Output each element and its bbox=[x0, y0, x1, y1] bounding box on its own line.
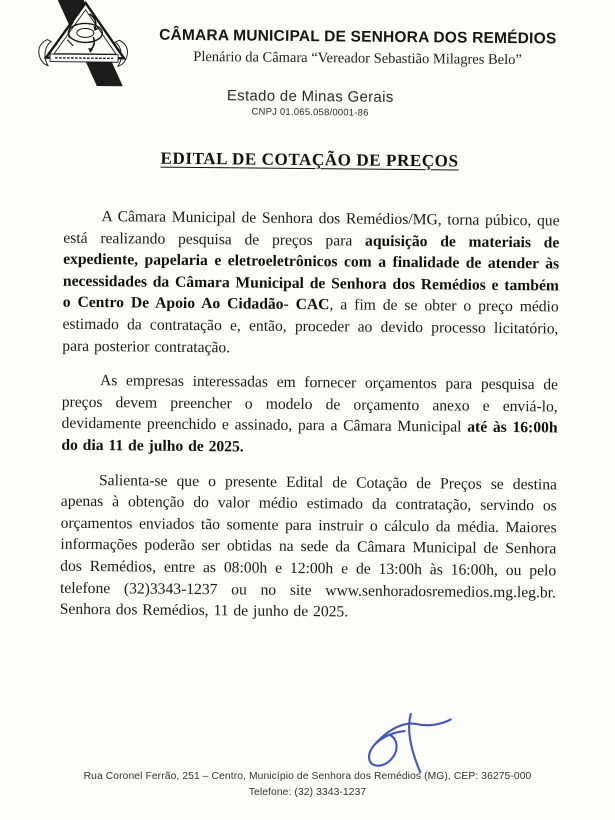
paragraph-1 bbox=[62, 206, 559, 362]
document-body bbox=[60, 206, 560, 638]
plenary-subtitle: Plenário da Câmara “Vereador Sebastião Milagres Belo” bbox=[193, 48, 522, 69]
coat-of-arms-svg bbox=[31, 0, 136, 88]
coat-of-arms-icon bbox=[31, 0, 136, 88]
paragraph-2 bbox=[61, 370, 558, 461]
paragraph-2-deadline-bold: até às 16:00h do dia 11 de julho de 2025. bbox=[61, 418, 558, 456]
paragraph-3: Salienta-se que o presente Edital de Cotação de Preços se destina apenas à obtenção do valor médio estimado da contratação, servindo os orçamentos enviados tão somente para instruir o cálculo da média. Maiores informações poderão ser obtidas na sede da Câmara Municipal de Senhora dos Remédios, entre as 08:00h e 12:00h e de 13:00h às 16:00h, ou pelo telefone (32)3343-1237 ou no site www.senhoradosremedios.mg.leg.br. Senhora dos Remédios, 11 de junho de 2025. bbox=[59, 471, 558, 621]
document-footer bbox=[0, 769, 615, 801]
document-title: EDITAL DE COTAÇÃO DE PREÇOS bbox=[160, 148, 459, 171]
document-header bbox=[31, 0, 589, 93]
paragraph-1-bold: aquisição de materiais de expediente, papelaria e eletroeletrônicos com a finalidade de atender às necessidades da Câmara Municipal de Senhora dos Remédios e também o Centro De Apoio Ao Cidadão- CAC bbox=[62, 232, 560, 314]
cnpj-number: CNPJ 01.065.058/0001-86 bbox=[251, 106, 369, 119]
org-name: CÂMARA MUNICIPAL DE SENHORA DOS REMÉDIOS bbox=[159, 26, 557, 48]
footer-phone: Telefone: (32) 3343-1237 bbox=[248, 787, 367, 798]
state-block bbox=[3, 85, 615, 121]
state-name: Estado de Minas Gerais bbox=[226, 87, 394, 106]
paragraph-2-text: As empresas interessadas em fornecer orçamentos para pesquisa de preços devem preencher o modelo de orçamento anexo e enviá-lo, devidamente preenchido e assinado, para a Câmara Municipal bbox=[61, 372, 559, 436]
paragraph-1-text: A Câmara Municipal de Senhora dos Remédios/MG, torna púbico, que está realizando pesquisa de preços para bbox=[63, 208, 560, 250]
header-text-block bbox=[135, 0, 589, 69]
paragraph-1-text-end: , a fim de se obter o preço médio estimado da contratação e, então, proceder ao devido processo licitatório, para posterior contratação. bbox=[62, 296, 559, 356]
footer-address: Rua Coronel Ferrão, 251 – Centro, Município de Senhora dos Remédios (MG), CEP: 36275-000 bbox=[83, 771, 532, 782]
